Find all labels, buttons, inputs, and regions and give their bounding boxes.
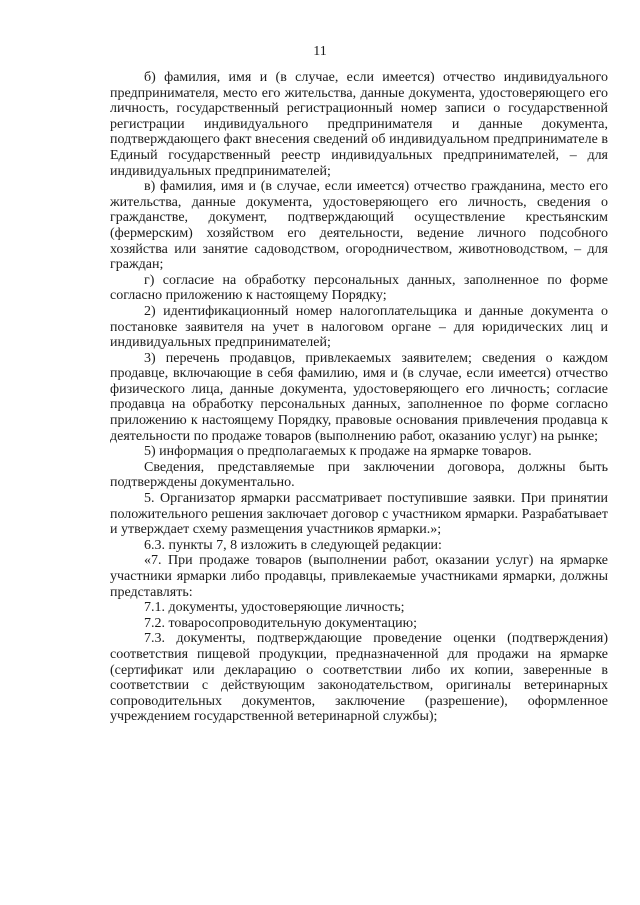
paragraph-5-goods-info: 5) информация о предполагаемых к продаже на ярмарке товаров. <box>144 444 532 460</box>
paragraph-2-tax-number: 2) идентификационный номер налогоплательщика и данные документа о постановке заявителя на учет в налоговом органе – для юридических лиц и индивидуальных предпринимателей; <box>110 303 608 351</box>
paragraph-confirmation: Сведения, представляемые при заключении договора, должны быть подтверждены документально. <box>110 459 608 491</box>
paragraph-7-3-conformity: 7.3. документы, подтверждающие проведение оценки (подтверждения) соответствия пищевой продукции, предназначенной для продажи на ярмарке (сертификат или декларацию о соответствии либо их копии, заверенные в соответствии с действующим законодательством, оригиналы ветеринарных сопроводительных документов, заключение (разрешение), оформленное учреждением государственной ветеринарной службы); <box>110 631 608 725</box>
paragraph-1v-citizen: в) фамилия, имя и (в случае, если имеется) отчество гражданина, место его жительства, данные документа, удостоверяющего его личность, сведения о гражданстве, документ, подтверждающий осуществление крестьянским (фермерским) хозяйством его деятельности, ведение личного подсобного хозяйства или занятие садоводством, огородничеством, животноводством, – для граждан; <box>110 179 608 273</box>
document-body <box>110 70 608 725</box>
paragraph-7-required-documents: «7. При продаже товаров (выполнении работ, оказании услуг) на ярмарке участники ярмарки либо продавцы, привлекаемые участниками ярмарки, должны представлять: <box>110 553 608 600</box>
paragraph-3-sellers-list: 3) перечень продавцов, привлекаемых заявителем; сведения о каждом продавце, включающие в себя фамилию, имя и (в случае, если имеется) отчество физического лица, данные документа, удостоверяющего его личность; согласие продавца на обработку персональных данных, заполненное по форме согласно приложению к настоящему Порядку, правовые основания привлечения продавца к деятельности по продаже товаров (выполнению работ, оказанию услуг) на рынке; <box>110 350 608 444</box>
paragraph-7-2-shipping-docs: 7.2. товаросопроводительную документацию; <box>144 615 417 631</box>
paragraph-7-1-identity: 7.1. документы, удостоверяющие личность; <box>144 600 405 616</box>
paragraph-6-3-amendment: 6.3. пункты 7, 8 изложить в следующей редакции: <box>144 537 442 553</box>
page-number: 11 <box>313 44 327 59</box>
paragraph-1g-consent: г) согласие на обработку персональных данных, заполненное по форме согласно приложению к настоящему Порядку; <box>110 272 608 304</box>
paragraph-5-organizer: 5. Организатор ярмарки рассматривает поступившие заявки. При принятии положительного решения заключает договор с участником ярмарки. Разрабатывает и утверждает схему размещения участников ярмарки.»; <box>110 491 608 538</box>
paragraph-1b-individual-entrepreneur: б) фамилия, имя и (в случае, если имеется) отчество индивидуального предпринимателя, место его жительства, данные документа, удостоверяющего его личность, государственный регистрационный номер записи о государственной регистрации индивидуального предпринимателя и данные документа, подтверждающего факт внесения сведений об индивидуальном предпринимателе в Единый государственный реестр индивидуальных предпринимателей, – для индивидуальных предпринимателей; <box>110 70 608 179</box>
